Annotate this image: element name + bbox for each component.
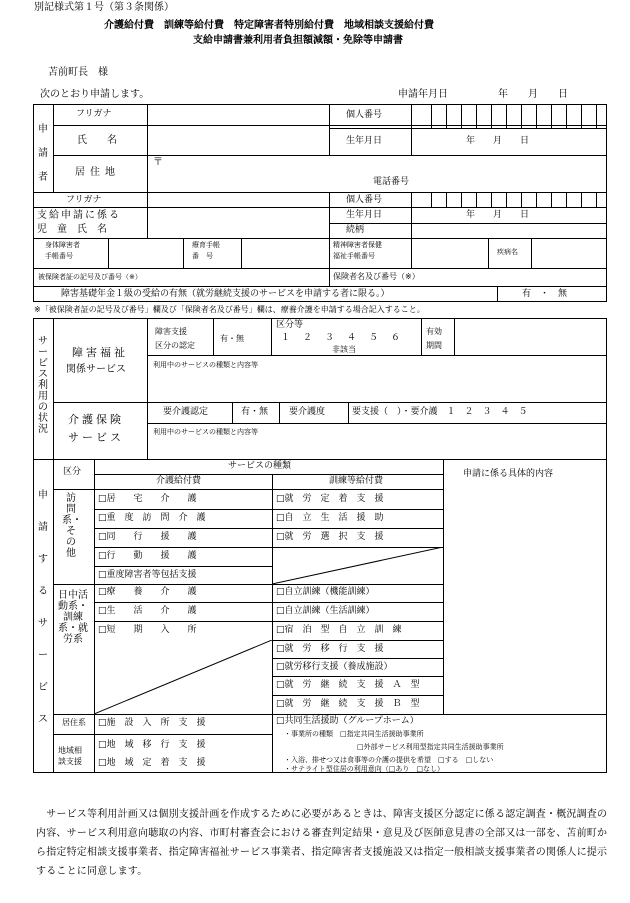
service-checkbox[interactable]: □就 労 定 着 支 援 xyxy=(276,494,384,504)
applicant-mynumber-label: 個人番号 xyxy=(346,110,383,120)
service-checkbox[interactable]: □療 養 介 護 xyxy=(98,587,197,597)
pension-options: 有 ・ 無 xyxy=(522,289,568,299)
cert-options: 有・無 xyxy=(220,334,244,343)
care-title-1: 介護保険 xyxy=(68,413,124,426)
service-checkbox[interactable]: □共同生活援助（グループホーム） xyxy=(276,716,419,726)
applicant-furigana-label: フリガナ xyxy=(76,109,112,119)
diagonal-group1 xyxy=(272,547,443,584)
gh-satellite-line: ・サテライト型住居の利用意向（□あり □なし） xyxy=(284,765,445,773)
category-values: １ ２ ３ ４ ５ ６ xyxy=(281,333,403,343)
category-none: 非該当 xyxy=(332,345,356,354)
rehab-notebook-label-1: 療育手帳 xyxy=(192,241,220,249)
pension-question: 障害基礎年金１級の受給の有無（就労継続支援のサービスを申請する者に限る。） xyxy=(61,289,390,299)
services-side-text: 申請するサービス xyxy=(38,490,48,725)
service-checkbox[interactable]: □就 労 選 択 支 援 xyxy=(276,532,384,542)
service-checkbox[interactable]: □就 労 移 行 支 援 xyxy=(276,644,384,654)
child-mynumber-label: 個人番号 xyxy=(346,195,383,205)
gh-meal-line: ・入浴、排せつ又は食事等の介護の提供を希望 □する □しない xyxy=(284,756,494,764)
service-checkbox[interactable]: □地 域 定 着 支 援 xyxy=(98,758,206,768)
cert-label-1: 障害支援 xyxy=(155,327,187,336)
child-birthdate-label: 生年月日 xyxy=(346,210,383,220)
care-usage-label: 利用中のサービスの種類と内容等 xyxy=(153,428,258,436)
insured-id-label: 被保険者証の記号及び番号（※） xyxy=(38,273,142,281)
insurer-label: 保険者名及び番号（※） xyxy=(333,272,420,281)
care-cert-options: 有・無 xyxy=(241,407,269,417)
service-checkbox[interactable]: □生 活 介 護 xyxy=(98,606,197,616)
intro-text: 次のとおり申請します。 xyxy=(40,89,150,100)
group4-label: 地域相談支援 xyxy=(58,746,82,766)
welfare-title-1: 障害福祉 xyxy=(72,346,128,359)
service-checkbox[interactable]: □就 労 継 続 支 援 Ｂ 型 xyxy=(276,699,420,709)
pension-note: ※「被保険者証の記号及び番号」欄及び「保険者名及び番号」欄は、療養介護を申請する場合記入すること。 xyxy=(34,305,425,314)
applicant-birthdate-value: 年 月 日 xyxy=(466,136,530,146)
group1-label xyxy=(62,493,80,559)
date-value: 年 月 日 xyxy=(498,89,568,100)
mental-notebook-label-2: 福祉手帳番号 xyxy=(333,252,375,260)
service-checkbox[interactable]: □自立訓練（機能訓練） xyxy=(276,587,375,597)
welfare-usage-label: 利用中のサービスの種類と内容等 xyxy=(153,361,258,369)
kunren-header: 訓練等給付費 xyxy=(329,476,384,486)
service-checkbox[interactable]: □就労移行支援（養成施設） xyxy=(276,662,393,672)
care-level-label: 要介護度 xyxy=(289,407,326,417)
valid-label-2: 期間 xyxy=(426,341,442,350)
gh-type-line: ・事業所の種類 □指定共同生活援助事業所 xyxy=(284,730,424,738)
group3-label: 居住系 xyxy=(62,718,86,727)
kaigo-header: 介護給付費 xyxy=(156,476,202,486)
service-checkbox[interactable]: □短 期 入 所 xyxy=(98,625,197,635)
cert-label-2: 区分の認定 xyxy=(155,341,195,350)
physical-notebook-label-2: 手帳番号 xyxy=(45,252,73,260)
service-checkbox[interactable]: □自 立 生 活 援 助 xyxy=(276,513,384,523)
group1-label-text: 訪問系・その他 xyxy=(62,493,82,559)
child-furigana-label: フリガナ xyxy=(66,195,102,205)
gh-type-line2: □外部サービス利用型指定共同生活援助事業所 xyxy=(357,743,504,751)
care-title-2: サービス xyxy=(68,431,124,444)
service-checkbox[interactable]: □居 宅 介 護 xyxy=(98,494,197,504)
service-checkbox[interactable]: □重度障害者等包括支援 xyxy=(98,570,197,580)
service-checkbox[interactable]: □宿 泊 型 自 立 訓 練 xyxy=(276,625,402,635)
applicant-address-label: 居住地 xyxy=(75,167,120,178)
service-status-side-text: サービス利用の状況 xyxy=(38,336,48,435)
service-checkbox[interactable]: □重 度 訪 問 介 護 xyxy=(98,513,206,523)
physical-notebook-label-1: 身体障害者 xyxy=(45,241,80,249)
service-checkbox[interactable]: □地 域 移 行 支 援 xyxy=(98,740,206,750)
service-status-side-label xyxy=(35,336,51,435)
date-label: 申請年月日 xyxy=(398,89,448,100)
disease-label: 疾病名 xyxy=(497,248,518,256)
diagonal-group2 xyxy=(94,640,272,714)
kubun-header: 区分 xyxy=(63,467,82,477)
addressee: 苫前町長 様 xyxy=(48,67,108,78)
mental-notebook-label-1: 精神障害者保健 xyxy=(333,241,382,249)
types-header: サービスの種類 xyxy=(228,461,292,471)
care-level-values: 要支援（ ）・要介護 １ ２ ３ ４ ５ xyxy=(352,407,528,417)
rehab-notebook-label-2: 番 号 xyxy=(192,252,213,260)
group2-label-text: 日中活動系・訓練系・就労系 xyxy=(58,590,88,645)
postal-mark: 〒 xyxy=(153,157,163,168)
applicant-birthdate-label: 生年月日 xyxy=(346,136,383,146)
child-name-label-1: 支給申請に係る xyxy=(37,210,121,221)
child-birthdate-value: 年 月 日 xyxy=(466,210,530,220)
service-checkbox[interactable]: □就 労 継 続 支 援 Ａ 型 xyxy=(276,680,420,690)
consent-text: サービス等利用計画又は個別支援計画を作成するために必要があるときは、障害支援区分認定に係る認定調査・概況調査の内容、サービス利用意向聴取の内容、市町村審査会における審査判定結果・意見及び医師意見書の全部又は一部を、苫前町から指定特定相談支援事業者、指定障害福祉サービス事業者、指定障害者支援施設又は指定一般相談支援事業者の関係人に提示することに同意します。 xyxy=(36,809,608,877)
service-checkbox[interactable]: □同 行 援 護 xyxy=(98,532,197,542)
form-id: 別記様式第１号（第３条関係） xyxy=(34,2,174,13)
group2-label xyxy=(55,590,91,645)
child-relation-label: 続柄 xyxy=(346,225,365,235)
title-line1: 介護給付費 訓練等給付費 特定障害者特別給付費 地域相談支援給付費 xyxy=(104,20,434,31)
services-side-label xyxy=(35,480,51,736)
child-name-label-2: 児 童 氏 名 xyxy=(37,224,107,235)
service-checkbox[interactable]: □自立訓練（生活訓練） xyxy=(276,606,375,616)
service-checkbox[interactable]: □施 設 入 所 支 援 xyxy=(98,718,206,728)
care-cert-label: 要介護認定 xyxy=(163,407,209,417)
valid-label-1: 有効 xyxy=(426,327,442,336)
title-line2: 支給申請書兼利用者負担額減額・免除等申請書 xyxy=(193,35,403,46)
welfare-title-2: 関係サービス xyxy=(66,364,126,375)
applicant-phone-label: 電話番号 xyxy=(373,177,410,187)
detail-header: 申請に係る具体的内容 xyxy=(463,469,554,479)
applicant-section-label: 申請者 xyxy=(38,124,48,183)
category-label: 区分等 xyxy=(276,320,304,330)
service-checkbox[interactable]: □行 動 援 護 xyxy=(98,551,197,561)
applicant-name-label: 氏 名 xyxy=(77,135,117,146)
